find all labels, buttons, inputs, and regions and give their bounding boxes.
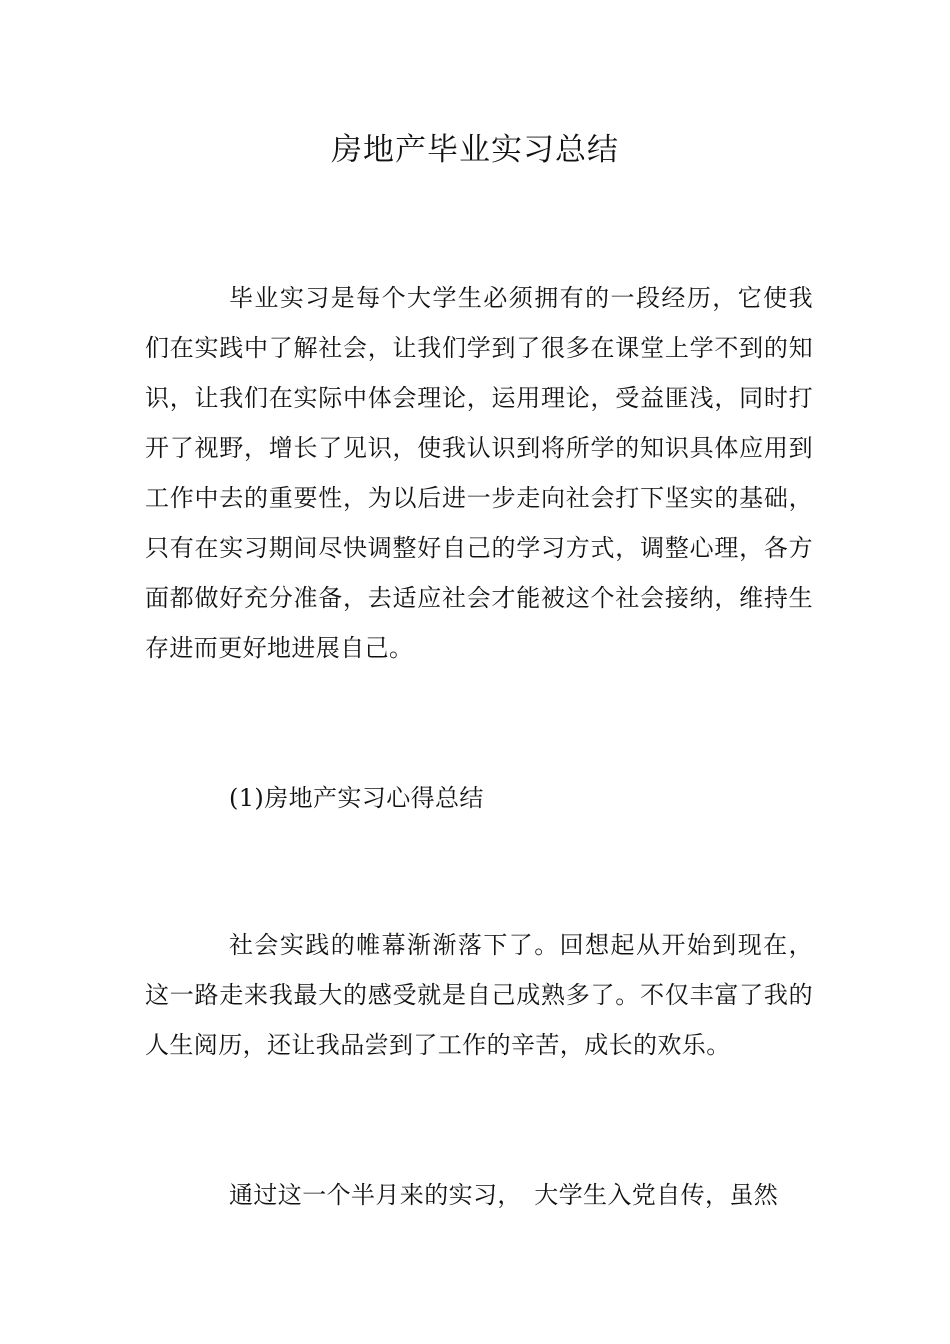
paragraph-internship: 通过这一个半月来的实习， 大学生入党自传，虽然 — [229, 1181, 779, 1209]
paragraph-intro: 毕业实习是每个大学生必须拥有的一段经历，它使我们在实践中了解社会，让我们学到了很多在课堂上学不到的知识，让我们在实际中体会理论，运用理论，受益匪浅，同时打开了视野，增长了见识，使我认识到将所学的知识具体应用到工作中去的重要性，为以后进一步走向社会打下坚实的基础，只有在实习期间尽快调整好自己的学习方式，调整心理，各方面都做好充分准备，去适应社会才能被这个社会接纳，维持生存进而更好地进展自己。 — [145, 284, 813, 662]
paragraph-social-practice: 社会实践的帷幕渐渐落下了。回想起从开始到现在，这一路走来我最大的感受就是自己成熟多了。不仅丰富了我的人生阅历，还让我品尝到了工作的辛苦，成长的欢乐。 — [145, 931, 813, 1059]
section-heading: (1)房地产实习心得总结 — [229, 784, 484, 812]
document-title: 房地产毕业实习总结 — [331, 132, 619, 168]
